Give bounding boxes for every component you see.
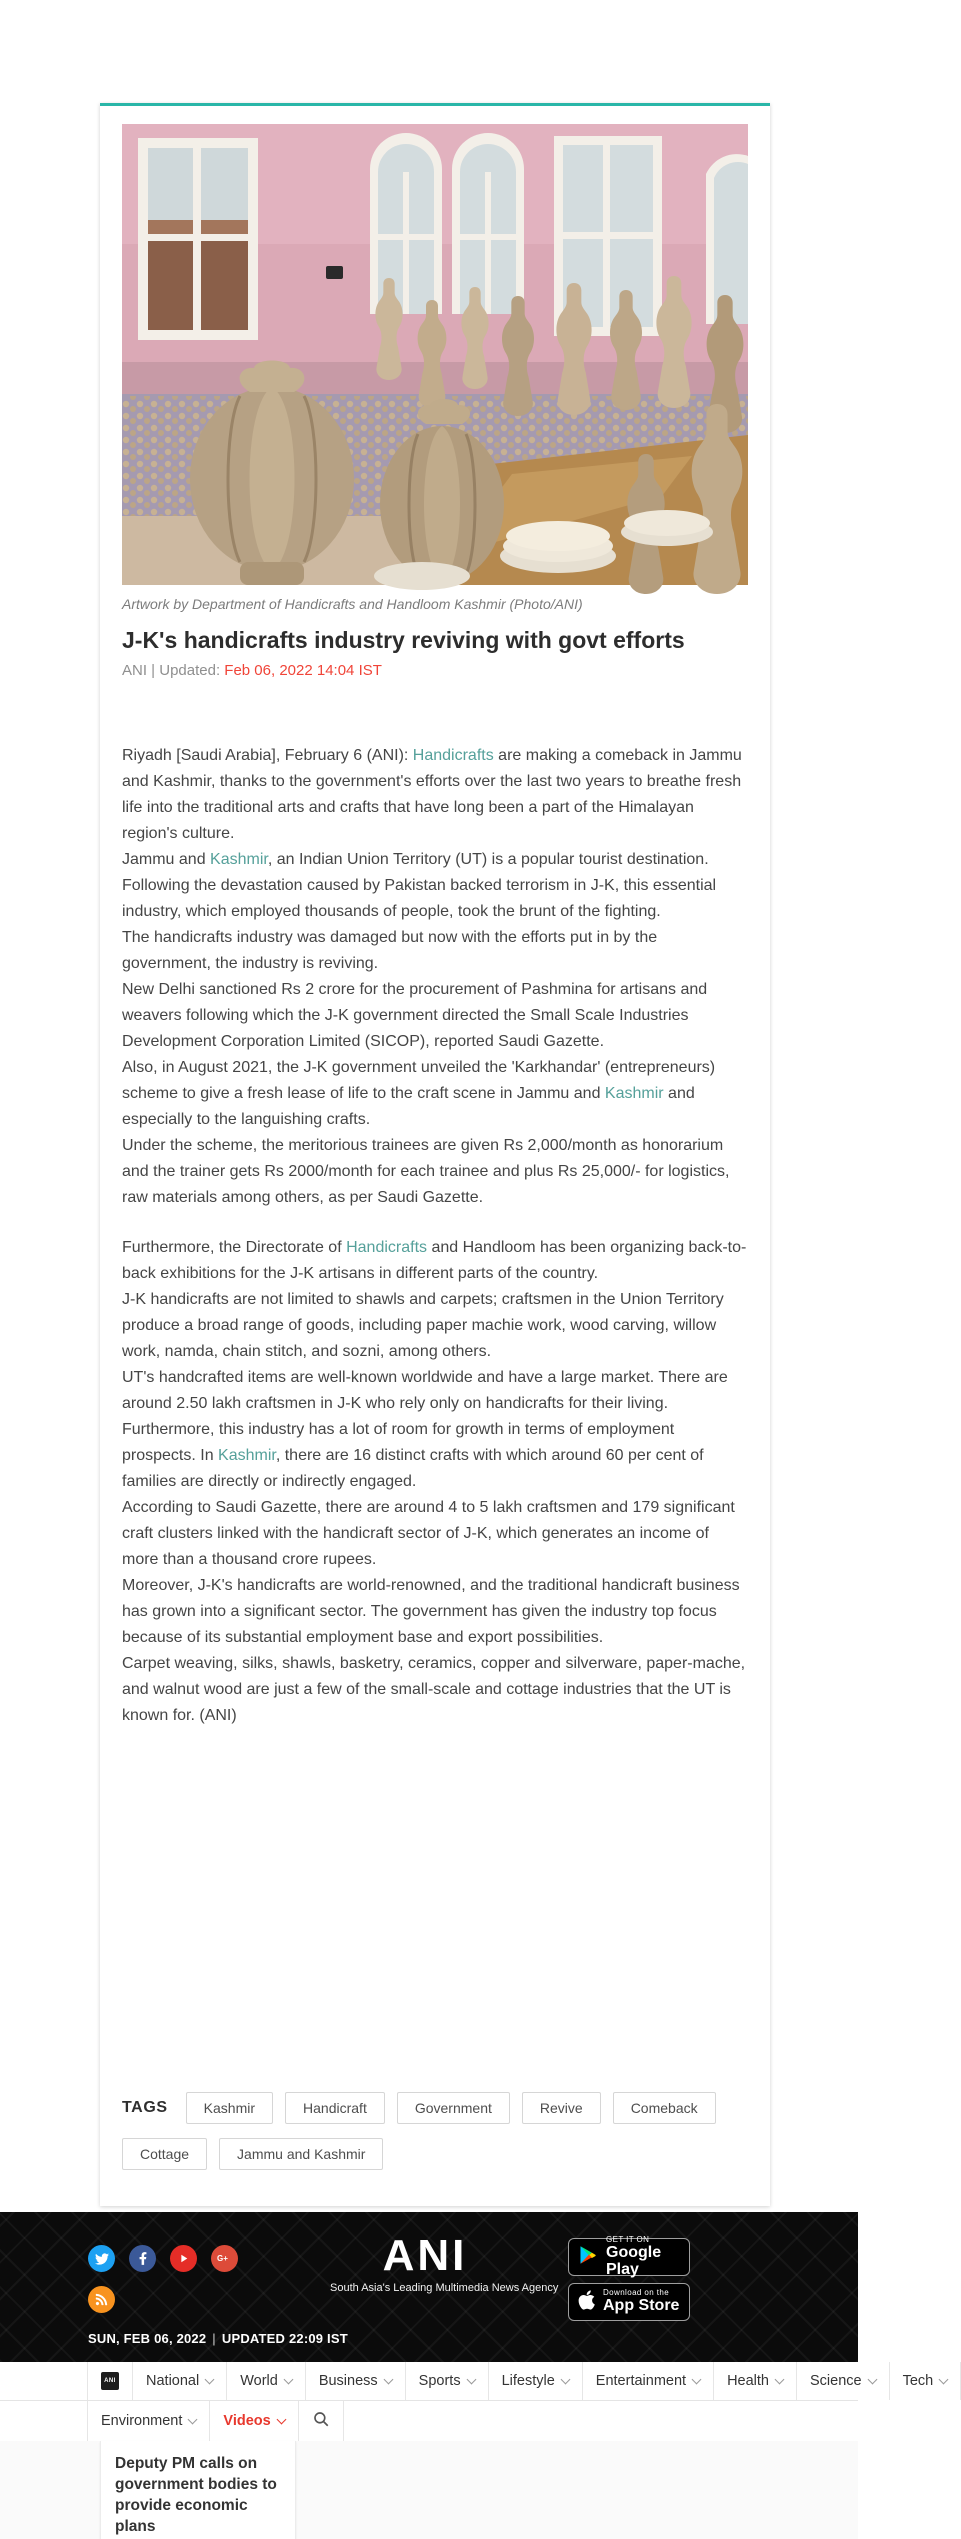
article-paragraph: [122, 1055, 748, 1133]
paragraph-text: According to Saudi Gazette, there are around 4 to 5 lakh craftsmen and 179 significant craft clusters linked with the handicraft sector of J-K, which generates an income of more than a thousand crore rupees.: [122, 1498, 735, 1568]
footer-date: [88, 2331, 348, 2346]
nav-item-label: Tech: [902, 2373, 934, 2389]
google-play-badge[interactable]: [568, 2234, 690, 2278]
article-paragraph: [122, 1235, 748, 1287]
tag-chip[interactable]: Kashmir: [186, 2092, 273, 2124]
nav-item-label: Sports: [418, 2373, 461, 2389]
paragraph-text: Under the scheme, the meritorious trainees are given Rs 2,000/month as honorarium and the trainer gets Rs 2000/month for each trainee and plus Rs 25,000/- for logistics, raw materials among others, as per Saudi Gazette.: [122, 1136, 730, 1206]
paragraph-text: Following the devastation caused by Pakistan backed terrorism in J-K, this essential industry, which employed thousands of people, took the brunt of the fighting.: [122, 876, 717, 920]
tag-chip[interactable]: Comeback: [613, 2092, 716, 2124]
inline-link[interactable]: Handicrafts: [412, 746, 494, 764]
paragraph-text: The handicrafts industry was damaged but now with the efforts put in by the government, the industry is reviving.: [122, 928, 658, 972]
paragraph-text: J-K handicrafts are not limited to shawls and carpets; craftsmen in the Union Territory produce a broad range of goods, including paper machie work, wood carving, willow work, namda, chain stitch, and sozni, among others.: [122, 1290, 724, 1360]
chevron-down-icon: [205, 2374, 215, 2384]
footer-logo: [330, 2231, 559, 2294]
paragraph-text: UT's handcrafted items are well-known worldwide and have a large market. There are around 2.50 lakh craftsmen in J-K who rely only on handicrafts for their living.: [122, 1368, 728, 1412]
nav-item-entertainment[interactable]: [583, 2362, 714, 2400]
inline-link[interactable]: Kashmir: [218, 1446, 276, 1464]
paragraph-text: New Delhi sanctioned Rs 2 crore for the procurement of Pashmina for artisans and weavers following which the J-K government directed the Small Scale Industries Development Corporation Limited (SICOP), reported Saudi Gazette.: [122, 980, 708, 1050]
nav-item-label: World: [240, 2373, 278, 2389]
paragraph-text: , there are 16 distinct crafts with which around 60 per cent of families are directly or indirectly engaged.: [122, 1446, 704, 1490]
tag-chip[interactable]: Revive: [522, 2092, 601, 2124]
related-title: Deputy PM calls on government bodies to provide economic plans: [115, 2455, 277, 2535]
apple-icon: [578, 2289, 595, 2316]
youtube-icon[interactable]: [170, 2245, 197, 2272]
nav-item-label: Lifestyle: [501, 2373, 555, 2389]
chevron-down-icon: [939, 2374, 949, 2384]
footer-tagline: South Asia's Leading Multimedia News Agency: [330, 2282, 559, 2294]
article-card: [100, 103, 770, 2206]
app-store-line1: Download on the: [603, 2287, 670, 2297]
store-badges: [568, 2234, 690, 2321]
article-paragraph: [122, 847, 748, 873]
byline-date: Feb 06, 2022 14:04 IST: [224, 661, 382, 679]
svg-text:G+: G+: [216, 2254, 228, 2263]
tag-chip[interactable]: Jammu and Kashmir: [219, 2138, 383, 2170]
chevron-down-icon: [188, 2414, 198, 2424]
paragraph-text: Furthermore, the Directorate of: [122, 1238, 347, 1256]
facebook-icon[interactable]: [129, 2245, 156, 2272]
nav-row-1: [0, 2362, 934, 2401]
article-paragraph: [122, 1133, 748, 1211]
article-paragraph: [122, 925, 748, 977]
nav-item-label: National: [146, 2373, 200, 2389]
article-paragraph: [122, 1651, 748, 1729]
nav-item-search[interactable]: [299, 2401, 344, 2441]
tag-chip[interactable]: Handicraft: [285, 2092, 385, 2124]
google-play-line1: GET IT ON: [606, 2234, 650, 2244]
nav-item-tech[interactable]: [890, 2362, 961, 2400]
nav-item-label: Videos: [223, 2413, 271, 2429]
search-icon: [312, 2410, 330, 2432]
nav-item-health[interactable]: [714, 2362, 797, 2400]
tags-section: [122, 2092, 748, 2184]
related-section: [0, 2441, 858, 2539]
article-paragraph: [122, 873, 748, 925]
paragraph-text: Carpet weaving, silks, shawls, basketry, ceramics, copper and silverware, paper-mache, and walnut wood are just a few of the small-scale and cottage industries that the UT is known for. (ANI): [122, 1654, 746, 1724]
article-paragraph: [122, 1287, 748, 1365]
google-play-icon: [578, 2244, 598, 2271]
rss-icon[interactable]: [88, 2286, 115, 2313]
tag-row: [122, 2092, 748, 2124]
article-paragraph: [122, 977, 748, 1055]
app-store-line2: App Store: [603, 2297, 680, 2315]
footer-updated-text: UPDATED 22:09 IST: [221, 2331, 348, 2346]
chevron-down-icon: [867, 2374, 877, 2384]
nav-row-2: [0, 2401, 858, 2442]
paragraph-text: Moreover, J-K's handicrafts are world-renowned, and the traditional handicraft business has grown into a significant sector. The government has given the industry top focus because of its substantial employment base and export possibilities.: [122, 1576, 740, 1646]
article-paragraph: [122, 1573, 748, 1651]
nav-item-science[interactable]: [797, 2362, 890, 2400]
article-paragraph: [122, 1365, 748, 1417]
inline-link[interactable]: Kashmir: [604, 1084, 664, 1102]
google-plus-icon[interactable]: [211, 2245, 238, 2272]
tag-chip[interactable]: Cottage: [122, 2138, 207, 2170]
tag-chip[interactable]: Government: [397, 2092, 510, 2124]
nav-item-label: Environment: [101, 2413, 183, 2429]
paragraph-text: Riyadh [Saudi Arabia], February 6 (ANI):: [122, 746, 413, 764]
social-icons: [88, 2245, 278, 2313]
article-paragraph: [122, 743, 748, 847]
nav-item-label: Business: [318, 2373, 378, 2389]
byline-source: ANI | Updated:: [122, 661, 225, 679]
chevron-down-icon: [466, 2374, 476, 2384]
nav-item-environment[interactable]: [87, 2401, 210, 2441]
paragraph-text: Furthermore, this industry has a lot of room for growth in terms of employment prospects. In: [122, 1420, 675, 1464]
inline-link[interactable]: Handicrafts: [346, 1238, 428, 1256]
nav-item-label: Entertainment: [595, 2373, 687, 2389]
twitter-icon[interactable]: [88, 2245, 115, 2272]
chevron-down-icon: [775, 2374, 785, 2384]
nav-bar: [0, 2362, 934, 2442]
chevron-down-icon: [383, 2374, 393, 2384]
article-paragraph: [122, 1417, 748, 1495]
nav-item-sports[interactable]: [406, 2362, 489, 2400]
home-icon: ANI: [101, 2372, 119, 2390]
nav-item-business[interactable]: [306, 2362, 406, 2400]
nav-item-home[interactable]: [87, 2362, 133, 2400]
byline: [122, 662, 748, 679]
image-caption: Artwork by Department of Handicrafts and Handloom Kashmir (Photo/ANI): [122, 596, 583, 612]
footer-date-separator: |: [212, 2331, 216, 2346]
paragraph-text: Also, in August 2021, the J-K government unveiled the 'Karkhandar' (entrepreneurs) scheme to give a fresh lease of life to the craft scene in Jammu and: [122, 1058, 716, 1102]
nav-item-label: Science: [809, 2373, 862, 2389]
chevron-down-icon: [692, 2374, 702, 2384]
article-image: [122, 124, 748, 585]
nav-item-videos[interactable]: [210, 2401, 298, 2441]
related-card[interactable]: [100, 2441, 296, 2539]
paragraph-text: are making a comeback in Jammu and Kashmir, thanks to the government's efforts over the last two years to breathe fresh life into the traditional arts and crafts that have long been a part of the Himalayan region's culture.: [122, 746, 742, 842]
chevron-down-icon: [283, 2374, 293, 2384]
page-title: J-K's handicrafts industry reviving with govt efforts: [122, 627, 685, 653]
nav-item-lifestyle[interactable]: [489, 2362, 583, 2400]
article-body: [122, 743, 748, 1729]
tags-label: TAGS: [122, 2099, 168, 2116]
footer: [0, 2212, 858, 2362]
nav-item-world[interactable]: [227, 2362, 306, 2400]
inline-link[interactable]: Kashmir: [210, 850, 268, 868]
nav-item-national[interactable]: [133, 2362, 227, 2400]
ani-logo: ANI: [382, 2231, 468, 2280]
nav-item-label: Health: [727, 2373, 769, 2389]
google-play-line2: Google Play: [606, 2243, 662, 2278]
app-store-badge[interactable]: [568, 2283, 690, 2321]
chevron-down-icon: [560, 2374, 570, 2384]
footer-date-text: SUN, FEB 06, 2022: [88, 2331, 207, 2346]
chevron-down-icon: [276, 2414, 286, 2424]
paragraph-text: and Handloom has been organizing back-to-back exhibitions for the J-K artisans in different parts of the country.: [122, 1238, 747, 1282]
paragraph-text: and especially to the languishing crafts.: [122, 1084, 695, 1128]
pottery-photo-illustration: [122, 124, 748, 585]
tag-row: [122, 2138, 748, 2170]
paragraph-text: , an Indian Union Territory (UT) is a popular tourist destination.: [267, 850, 709, 868]
article-paragraph: [122, 1495, 748, 1573]
paragraph-text: Jammu and: [122, 850, 211, 868]
